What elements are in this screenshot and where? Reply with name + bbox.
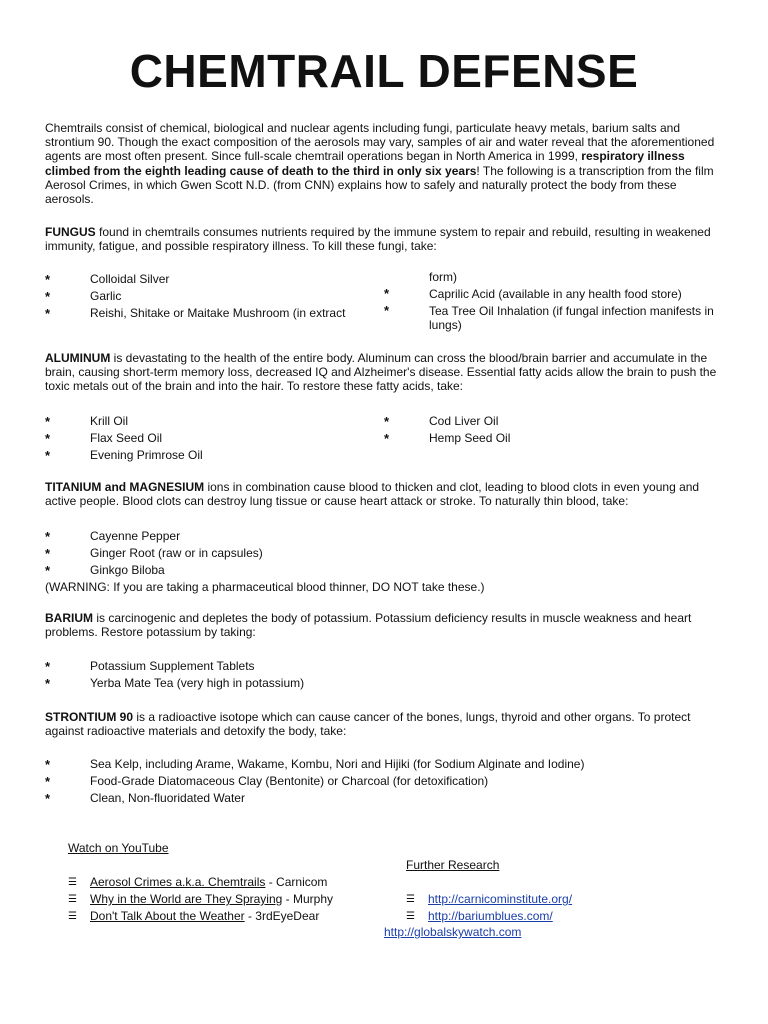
fungus-heading: FUNGUS: [45, 225, 96, 239]
page-title: CHEMTRAIL DEFENSE: [129, 45, 639, 97]
link-author: - Murphy: [282, 892, 333, 906]
item-text: Tea Tree Oil Inhalation (if fungal infection manifests in lungs): [429, 304, 714, 332]
bullet-star: *: [45, 676, 51, 691]
list-item: [45, 413, 375, 430]
bullet-star: *: [45, 289, 51, 304]
list-item: [45, 447, 375, 464]
list-item: [45, 756, 725, 773]
bullet-star: *: [45, 757, 51, 772]
list-item: [68, 891, 388, 908]
list-item: [406, 908, 726, 925]
fungus-paragraph: [45, 225, 725, 253]
item-text: Evening Primrose Oil: [90, 448, 203, 462]
bullet-star: *: [45, 414, 51, 429]
list-item: [384, 413, 724, 430]
item-text: Colloidal Silver: [90, 272, 170, 286]
youtube-list: [68, 874, 388, 925]
strontium-list: [45, 756, 725, 807]
list-item: [406, 891, 726, 908]
fungus-list-left: [45, 271, 375, 322]
item-text: Food-Grade Diatomaceous Clay (Bentonite) or Charcoal (for detoxification): [90, 774, 489, 788]
list-item: [45, 675, 725, 692]
intro-text: Chemtrails consist of chemical, biological and nuclear agents including fungi, particulate heavy metals, barium salts and strontium 90. Though the exact composition of the aerosols may vary, samples of air and water reveal that the aforementioned agents are most often present. Since full-scale chemtrail operations began in North America in 1999,: [45, 121, 715, 164]
youtube-link-aerosol-crimes[interactable]: Aerosol Crimes a.k.a. Chemtrails: [90, 875, 266, 889]
item-text: Potassium Supplement Tablets: [90, 659, 255, 673]
intro-bold-text: respiratory illness climbed from the eighth leading cause of death to the third in only six years: [45, 149, 685, 178]
aluminum-list-right: [384, 413, 724, 447]
list-item: [45, 430, 375, 447]
bullet-star: *: [45, 546, 51, 561]
bullet-star: *: [45, 774, 51, 789]
titanium-heading: TITANIUM and MAGNESIUM: [45, 480, 205, 494]
list-item: [68, 908, 388, 925]
item-text: Garlic: [90, 289, 122, 303]
aluminum-heading: ALUMINUM: [45, 351, 111, 365]
link-author: - Carnicom: [265, 875, 328, 889]
bullet-star: *: [384, 303, 390, 318]
bullet-star: *: [45, 448, 51, 463]
list-item: [68, 874, 388, 891]
item-text: Yerba Mate Tea (very high in potassium): [90, 676, 305, 690]
barium-heading: BARIUM: [45, 611, 93, 625]
list-continuation: form): [429, 270, 457, 284]
research-list: [406, 891, 726, 925]
list-item: [384, 304, 724, 332]
bullet-star: *: [45, 272, 51, 287]
youtube-heading[interactable]: Watch on YouTube: [68, 841, 169, 855]
aluminum-text: is devastating to the health of the entire body. Aluminum can cross the blood/brain barrier and accumulate in the brain, causing short-term memory loss, decreased IQ and Alzheimer's disease. Essential fatty acids allow the brain to push the toxic metals out of the brain and into the hair. To restore these fatty acids, take:: [45, 351, 717, 394]
bullet-icon: ☰: [406, 911, 415, 922]
bullet-star: *: [45, 659, 51, 674]
link-author: - 3rdEyeDear: [244, 909, 320, 923]
item-text: Flax Seed Oil: [90, 431, 163, 445]
bullet-star: *: [45, 431, 51, 446]
aluminum-paragraph: [45, 351, 725, 394]
item-text: Clean, Non-fluoridated Water: [90, 791, 245, 805]
bullet-star: *: [45, 529, 51, 544]
list-item: [45, 773, 725, 790]
list-item: [45, 288, 375, 305]
item-text: Sea Kelp, including Arame, Wakame, Kombu, Nori and Hijiki (for Sodium Alginate and Iodine): [90, 757, 585, 771]
bullet-star: *: [45, 306, 51, 321]
bullet-icon: ☰: [406, 894, 415, 905]
intro-paragraph: [45, 121, 725, 206]
list-item: [45, 562, 725, 579]
list-item: [45, 271, 375, 288]
list-item: [45, 305, 375, 322]
warning-text: (WARNING: If you are taking a pharmaceutical blood thinner, DO NOT take these.): [45, 580, 485, 594]
fungus-list-right: [384, 269, 724, 332]
barium-text: is carcinogenic and depletes the body of potassium. Potassium deficiency results in muscle weakness and heart problems. Restore potassium by taking:: [45, 611, 692, 640]
bullet-star: *: [384, 285, 390, 301]
list-item: [45, 790, 725, 807]
item-text: Hemp Seed Oil: [429, 431, 511, 445]
youtube-link-why-spraying[interactable]: Why in the World are They Spraying: [90, 892, 283, 906]
barium-list: [45, 658, 725, 692]
strontium-paragraph: [45, 710, 725, 738]
titanium-text: ions in combination cause blood to thicken and clot, leading to blood clots in even young and active people. Blood clots can destroy lung tissue or cause heart attack or stroke. To naturally thin blood, take:: [45, 480, 700, 509]
intro-text-end: ! The following is a transcription from the film Aerosol Crimes, in which Gwen Scott N.D. (from CNN) explains how to safely and naturally protect the body from these aerosols.: [45, 163, 714, 207]
titanium-list: [45, 528, 725, 596]
item-text: Cayenne Pepper: [90, 529, 181, 543]
list-item: [45, 545, 725, 562]
item-text: Ginkgo Biloba: [90, 563, 165, 577]
item-text: Caprilic Acid (available in any health food store): [429, 286, 682, 301]
titanium-paragraph: [45, 480, 725, 508]
item-text: Reishi, Shitake or Maitake Mushroom (in extract: [90, 306, 346, 320]
list-item: [384, 430, 724, 447]
research-link-carnicom[interactable]: http://carnicominstitute.org/: [428, 892, 573, 906]
list-item: [45, 528, 725, 545]
youtube-link-weather[interactable]: Don't Talk About the Weather: [90, 909, 245, 923]
fungus-text: found in chemtrails consumes nutrients required by the immune system to repair and rebuild, resulting in weakened immunity, fatigue, and possible respiratory illness. To kill these fungi, take:: [45, 225, 711, 254]
research-link-globalskywatch[interactable]: http://globalskywatch.com: [384, 925, 522, 939]
bullet-star: *: [45, 791, 51, 806]
strontium-heading: STRONTIUM 90: [45, 710, 134, 724]
bullet-icon: ☰: [68, 877, 77, 888]
strontium-text: is a radioactive isotope which can cause cancer of the bones, lungs, thyroid and other organs. To protect against radioactive materials and detoxify the body, take:: [45, 710, 691, 739]
bullet-star: *: [384, 414, 390, 429]
list-item: [45, 658, 725, 675]
list-item: [384, 286, 724, 303]
bullet-star: *: [45, 563, 51, 578]
bullet-icon: ☰: [68, 911, 77, 922]
barium-paragraph: [45, 611, 725, 639]
aluminum-list-left: [45, 413, 375, 464]
bullet-star: *: [384, 431, 390, 446]
research-heading[interactable]: Further Research: [406, 858, 500, 872]
item-text: Krill Oil: [90, 414, 128, 428]
item-text: Cod Liver Oil: [429, 414, 499, 428]
research-link-bariumblues[interactable]: http://bariumblues.com/: [428, 909, 553, 923]
item-text: Ginger Root (raw or in capsules): [90, 546, 263, 560]
bullet-icon: ☰: [68, 894, 77, 905]
